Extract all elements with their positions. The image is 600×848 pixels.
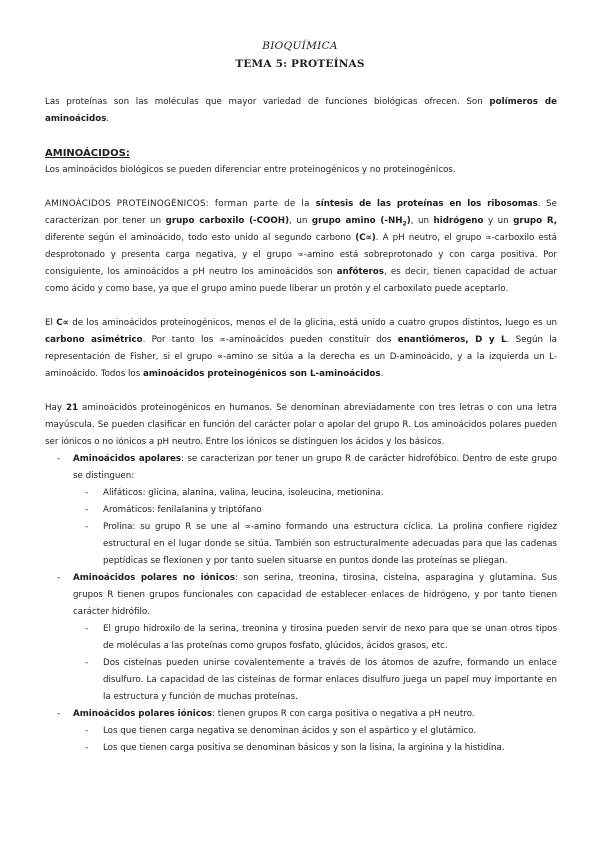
- dash-bullet: -: [57, 573, 61, 583]
- list-item-polares-ionicos: - Aminoácidos polares iónicos: tienen grupos R con carga positiva o negativa a pH neutro. - Los que tienen carga negativa se denominan ácidos y son el aspártico y el glutámico. - Los que tienen carga positiva se denominan básicos y son la lisina, la arginina y la histidina.: [45, 706, 557, 757]
- classification-list: [45, 451, 557, 757]
- section-title-aminoacidos: AMINOÁCIDOS:: [45, 148, 130, 159]
- paragraph-carbono-asimetrico: El C∝ de los aminoácidos proteinogénicos, menos el de la glicina, está unido a cuatro grupos distintos, luego es un carbono asimétrico. Por tanto los ∝-aminoácidos pueden constituir dos enantiómeros, D y L. Según la representación de Fisher, si el grupo ∝-amino se sitúa a la derecha es un D-aminoácido, y a la izquierda un L-aminoácido. Todos los aminoácidos proteinogénicos son L-aminoácidos.: [45, 318, 557, 379]
- intro-paragraph: Las proteínas son las moléculas que mayor variedad de funciones biológicas ofrecen. Son polímeros de aminoácidos.: [45, 97, 557, 124]
- topic-title: TEMA 5: PROTEÍNAS: [235, 58, 365, 70]
- list-item: - El grupo hidroxilo de la serina, treonina y tirosina pueden servir de nexo para que se unan otros tipos de moléculas a las proteínas como grupos fosfato, glúcidos, ácidos grasos, etc.: [85, 624, 557, 651]
- list-item-apolares: - Aminoácidos apolares: se caracterizan por tener un grupo R de carácter hidrofóbico. Dentro de este grupo se distinguen: - Alifáticos: glicina, alanina, valina, leucina, isoleucina, metionina. - Aromáticos: fenilalanina y triptófano - Prolina: su grupo R se une al ∝-amino formando una estructura cíclica. La prolina confiere rigidez estructural en el lugar donde se sitúa. También son estructuralmente adecuadas para que las cadenas peptídicas se flexionen y por tanto suelen situarse en puntos donde las proteínas se pliegan.: [45, 451, 557, 570]
- list-item: - Los que tienen carga positiva se denominan básicos y son la lisina, la arginina y la histidina.: [85, 743, 505, 753]
- list-item: - Aromáticos: fenilalanina y triptófano: [85, 505, 262, 515]
- list-item: - Prolina: su grupo R se une al ∝-amino formando una estructura cíclica. La prolina confiere rigidez estructural en el lugar donde se sitúa. También son estructuralmente adecuadas para que las cadenas peptídicas se flexionen y por tanto suelen situarse en puntos donde las proteínas se pliegan.: [85, 522, 557, 566]
- paragraph-proteinogenicos: AMINOÁCIDOS PROTEINOGÉNICOS: forman parte de la síntesis de las proteínas en los ribosomas. Se caracterizan por tener un grupo carboxilo (-COOH), un grupo amino $(-NH_2)$, un hidrógeno y un grupo R, diferente según el aminoácido, todo esto unido al segundo carbono (C∝). A pH neutro, el grupo ∝-carboxilo está desprotonado y presenta carga negativa, y el grupo ∝-amino está sobreprotonado y con carga positiva. Por consiguiente, los aminoácidos a pH neutro los aminoácidos son anfóteros, es decir, tienen capacidad de actuar como ácido y como base, ya que el grupo amino puede liberar un protón y el carboxilato puede aceptarlo.: [45, 199, 558, 294]
- dash-bullet: -: [57, 709, 61, 719]
- section-intro: Los aminoácidos biológicos se pueden diferenciar entre proteinogénicos y no proteinogénicos.: [45, 165, 456, 175]
- sublist-apolares: [73, 485, 557, 570]
- dash-bullet: -: [57, 454, 61, 464]
- list-item: - Dos cisteínas pueden unirse covalentemente a través de los átomos de azufre, formando un enlace disulfuro. La capacidad de las cisteínas de formar enlaces disulfuro juega un papel muy importante en la estructura y función de muchas proteínas.: [85, 658, 557, 702]
- paragraph-clasificacion: Hay 21 aminoácidos proteinogénicos en humanos. Se denominan abreviadamente con tres letras o con una letra mayúscula. Se pueden clasificar en función del carácter polar o apolar del grupo R. Los aminoácidos polares pueden ser iónicos o no iónicos a pH neutro. Entre los iónicos se distinguen los ácidos y los básicos.: [45, 403, 557, 447]
- subject-heading: BIOQUÍMICA: [262, 40, 338, 52]
- sublist-polares-no-ionicos: [73, 621, 557, 706]
- list-item-polares-no-ionicos: - Aminoácidos polares no iónicos: son serina, treonina, tirosina, cisteína, asparagina y glutamina. Sus grupos R tienen grupos funcionales con capacidad de establecer enlaces de hidrógeno, y por tanto tienen carácter hidrófilo. - El grupo hidroxilo de la serina, treonina y tirosina pueden servir de nexo para que se unan otros tipos de moléculas a las proteínas como grupos fosfato, glúcidos, ácidos grasos, etc. - Dos cisteínas pueden unirse covalentemente a través de los átomos de azufre, formando un enlace disulfuro. La capacidad de las cisteínas de formar enlaces disulfuro juega un papel muy importante en la estructura y función de muchas proteínas.: [45, 570, 557, 706]
- list-item: - Los que tienen carga negativa se denominan ácidos y son el aspártico y el glutámico.: [85, 726, 477, 736]
- list-item: - Alifáticos: glicina, alanina, valina, leucina, isoleucina, metionina.: [85, 488, 384, 498]
- intro-bold: polímeros de aminoácidos: [45, 97, 557, 124]
- document-body: [45, 94, 557, 757]
- sublist-polares-ionicos: [73, 723, 557, 757]
